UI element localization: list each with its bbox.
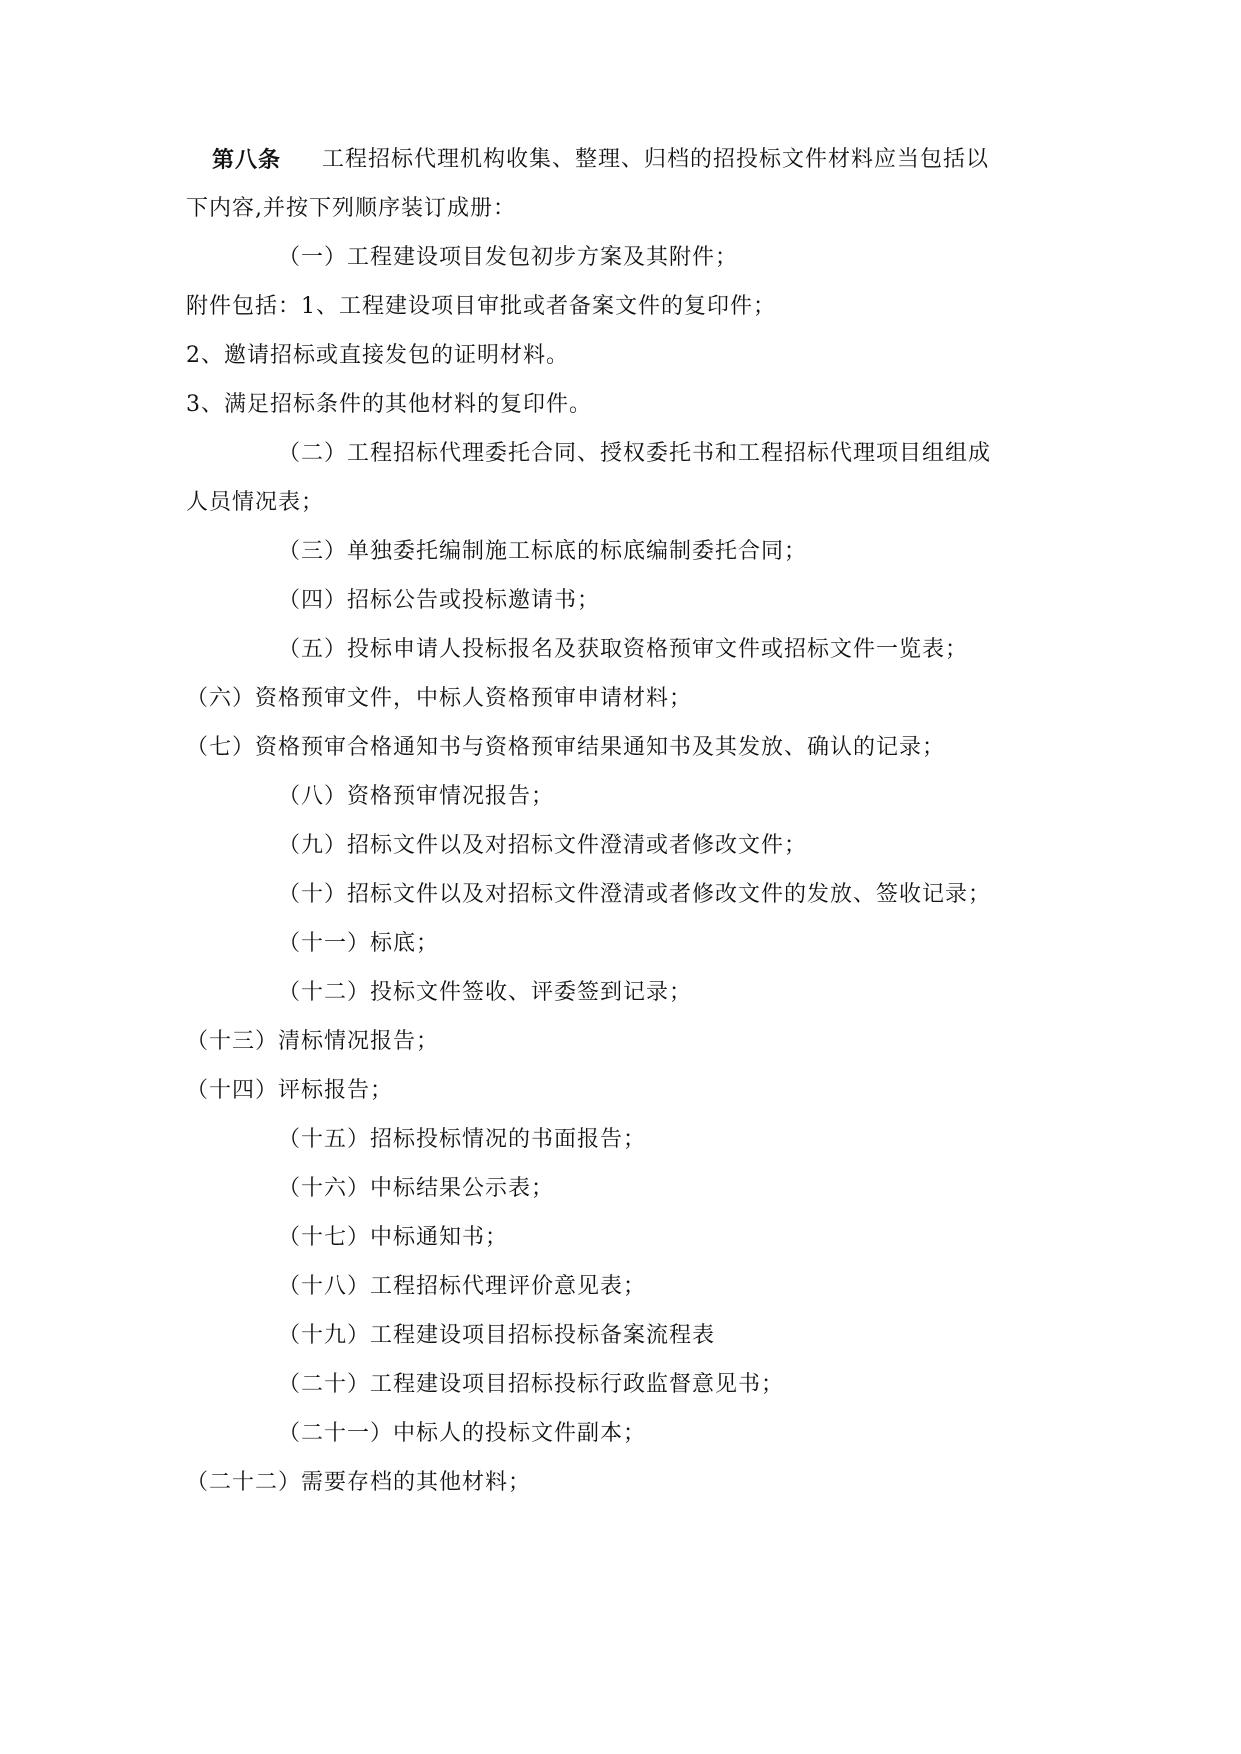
list-item-attachment-2: 2、邀请招标或直接发包的证明材料。 bbox=[186, 343, 569, 368]
list-item-8: （八）资格预审情况报告； bbox=[278, 784, 555, 809]
list-item-12: （十二）投标文件签收、评委签到记录； bbox=[278, 980, 693, 1005]
list-item-attachment-3: 3、满足招标条件的其他材料的复印件。 bbox=[186, 392, 592, 417]
list-item-1: （一）工程建设项目发包初步方案及其附件； bbox=[278, 245, 739, 270]
list-item-19: （十九）工程建设项目招标投标备案流程表 bbox=[278, 1323, 716, 1348]
list-item-11: （十一）标底； bbox=[278, 931, 440, 956]
list-item-15: （十五）招标投标情况的书面报告； bbox=[278, 1127, 647, 1152]
list-item-14: （十四）评标报告； bbox=[186, 1078, 394, 1103]
list-item-9: （九）招标文件以及对招标文件澄清或者修改文件； bbox=[278, 833, 808, 858]
list-item-4: （四）招标公告或投标邀请书； bbox=[278, 588, 601, 613]
list-item-17: （十七）中标通知书； bbox=[278, 1225, 509, 1250]
list-item-16: （十六）中标结果公示表； bbox=[278, 1176, 555, 1201]
list-item-18: （十八）工程招标代理评价意见表； bbox=[278, 1274, 647, 1299]
list-item-5: （五）投标申请人投标报名及获取资格预审文件或招标文件一览表； bbox=[278, 637, 969, 662]
list-item-13: （十三）清标情况报告； bbox=[186, 1029, 440, 1054]
article-heading: 第八条 bbox=[212, 147, 282, 173]
article-intro-line-1: 工程招标代理机构收集、整理、归档的招投标文件材料应当包括以 bbox=[322, 147, 990, 172]
list-item-2-continued: 人员情况表； bbox=[186, 490, 325, 515]
list-item-7: （七）资格预审合格通知书与资格预审结果通知书及其发放、确认的记录； bbox=[186, 735, 946, 760]
article-intro-line-2: 下内容,并按下列顺序装订成册： bbox=[186, 196, 516, 221]
list-item-20: （二十）工程建设项目招标投标行政监督意见书； bbox=[278, 1372, 785, 1397]
list-item-attachments: 附件包括：1、工程建设项目审批或者备案文件的复印件； bbox=[186, 294, 776, 319]
list-item-10: （十）招标文件以及对招标文件澄清或者修改文件的发放、签收记录； bbox=[278, 882, 992, 907]
list-item-21: （二十一）中标人的投标文件副本； bbox=[278, 1421, 647, 1446]
list-item-3: （三）单独委托编制施工标底的标底编制委托合同； bbox=[278, 539, 808, 564]
list-item-2: （二）工程招标代理委托合同、授权委托书和工程招标代理项目组组成 bbox=[278, 441, 992, 466]
list-item-6: （六）资格预审文件，中标人资格预审申请材料； bbox=[186, 686, 693, 711]
list-item-22: （二十二）需要存档的其他材料； bbox=[186, 1470, 532, 1495]
